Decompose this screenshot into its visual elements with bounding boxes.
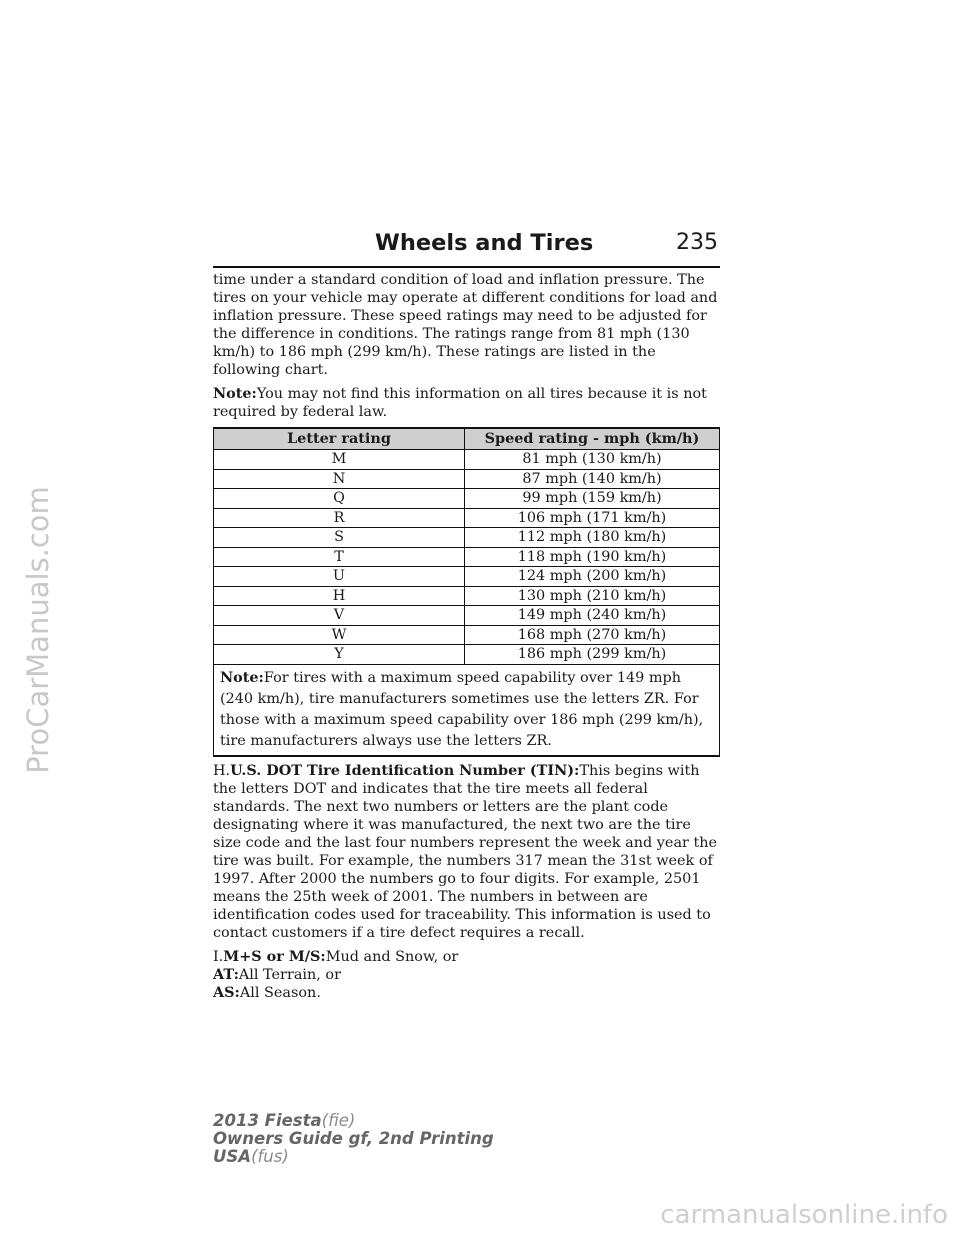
- letter-cell: R: [214, 508, 465, 528]
- footer-market: USA: [213, 1147, 252, 1166]
- table-row: [214, 469, 720, 489]
- side-watermark: [8, 180, 68, 1080]
- section-h-letter: H.: [213, 762, 231, 779]
- section-i-item-text: Mud and Snow, or: [325, 948, 459, 965]
- section-i-item: [213, 984, 720, 1002]
- table-row: [214, 547, 720, 567]
- table-row: [214, 645, 720, 665]
- bottom-watermark: carmanualsonline.info: [660, 1200, 948, 1230]
- footer-model-code: (fie): [321, 1111, 356, 1130]
- table-row: [214, 508, 720, 528]
- table-note-cell: [214, 664, 720, 756]
- letter-cell: S: [214, 528, 465, 548]
- speed-cell: 99 mph (159 km/h): [465, 489, 720, 509]
- speed-cell: 106 mph (171 km/h): [465, 508, 720, 528]
- table-header-row: [214, 428, 720, 450]
- footer-guide: Owners Guide gf, 2nd Printing: [213, 1129, 494, 1148]
- note-paragraph: [213, 385, 720, 421]
- page-footer: [213, 1112, 494, 1166]
- footer-model: 2013 Fiesta: [213, 1111, 322, 1130]
- letter-cell: M: [214, 450, 465, 470]
- footer-line: [213, 1130, 494, 1148]
- speed-cell: 168 mph (270 km/h): [465, 625, 720, 645]
- letter-cell: Y: [214, 645, 465, 665]
- table-row: [214, 450, 720, 470]
- footer-line: [213, 1148, 494, 1166]
- speed-cell: 87 mph (140 km/h): [465, 469, 720, 489]
- table-row: [214, 528, 720, 548]
- column-header-letter: Letter rating: [214, 428, 465, 450]
- speed-cell: 186 mph (299 km/h): [465, 645, 720, 665]
- letter-cell: H: [214, 586, 465, 606]
- section-i-item: [213, 948, 720, 966]
- section-i-item-text: All Season.: [239, 984, 321, 1001]
- table-note-text: For tires with a maximum speed capability over 149 mph (240 km/h), tire manufacturers sometimes use the letters ZR. For those with a maximum speed capability over 186 mph (299 km/h), tire manufacturers always use the letters ZR.: [220, 669, 704, 749]
- section-i-item: [213, 966, 720, 984]
- section-i-item-label: M+S or M/S:: [223, 947, 326, 965]
- section-h-text: This begins with the letters DOT and indicates that the tire meets all federal standards. The next two numbers or letters are the plant code designating where it was manufactured, the next two are the tire size code and the last four numbers represent the week and year the tire was built. For example, the numbers 317 mean the 31st week of 1997. After 2000 the numbers go to four digits. For example, 2501 means the 25th week of 2001. The numbers in between are identification codes used for traceability. This information is used to contact customers if a tire defect requires a recall.: [213, 762, 718, 941]
- letter-cell: U: [214, 567, 465, 587]
- section-h-label: U.S. DOT Tire Identification Number (TIN):: [230, 761, 580, 779]
- intro-paragraph: time under a standard condition of load and inflation pressure. The tires on your vehicle may operate at different conditions for load and inflation pressure. These speed ratings may need to be adjusted for the difference in conditions. The ratings range from 81 mph (130 km/h) to 186 mph (299 km/h). These ratings are listed in the following chart.: [213, 272, 718, 378]
- section-i-item-label: AS:: [213, 983, 240, 1001]
- table-row: [214, 489, 720, 509]
- section-i-letter: I.: [213, 948, 224, 965]
- speed-cell: 112 mph (180 km/h): [465, 528, 720, 548]
- footer-line: [213, 1112, 494, 1130]
- speed-rating-table: [213, 427, 720, 757]
- table-row: [214, 625, 720, 645]
- table-row: [214, 586, 720, 606]
- table-note-label: Note:: [220, 668, 264, 686]
- footer-market-code: (fus): [251, 1147, 289, 1166]
- note-text: You may not find this information on all tires because it is not required by federal law.: [213, 386, 707, 420]
- table-note-row: [214, 664, 720, 756]
- column-header-speed: Speed rating - mph (km/h): [465, 428, 720, 450]
- section-i-item-text: All Terrain, or: [238, 966, 341, 983]
- section-h-paragraph: [213, 762, 720, 942]
- page-title: Wheels and Tires: [375, 230, 594, 256]
- table-row: [214, 567, 720, 587]
- letter-cell: W: [214, 625, 465, 645]
- page-header: [213, 226, 720, 268]
- speed-cell: 124 mph (200 km/h): [465, 567, 720, 587]
- section-i-item-label: AT:: [213, 965, 239, 983]
- letter-cell: Q: [214, 489, 465, 509]
- speed-cell: 118 mph (190 km/h): [465, 547, 720, 567]
- page-content: [213, 271, 720, 1002]
- side-watermark-text: ProCarManuals.com: [21, 486, 55, 774]
- speed-cell: 149 mph (240 km/h): [465, 606, 720, 626]
- letter-cell: V: [214, 606, 465, 626]
- speed-cell: 130 mph (210 km/h): [465, 586, 720, 606]
- table-row: [214, 606, 720, 626]
- note-label: Note:: [213, 385, 257, 402]
- speed-cell: 81 mph (130 km/h): [465, 450, 720, 470]
- letter-cell: N: [214, 469, 465, 489]
- page-number: 235: [676, 230, 718, 255]
- letter-cell: T: [214, 547, 465, 567]
